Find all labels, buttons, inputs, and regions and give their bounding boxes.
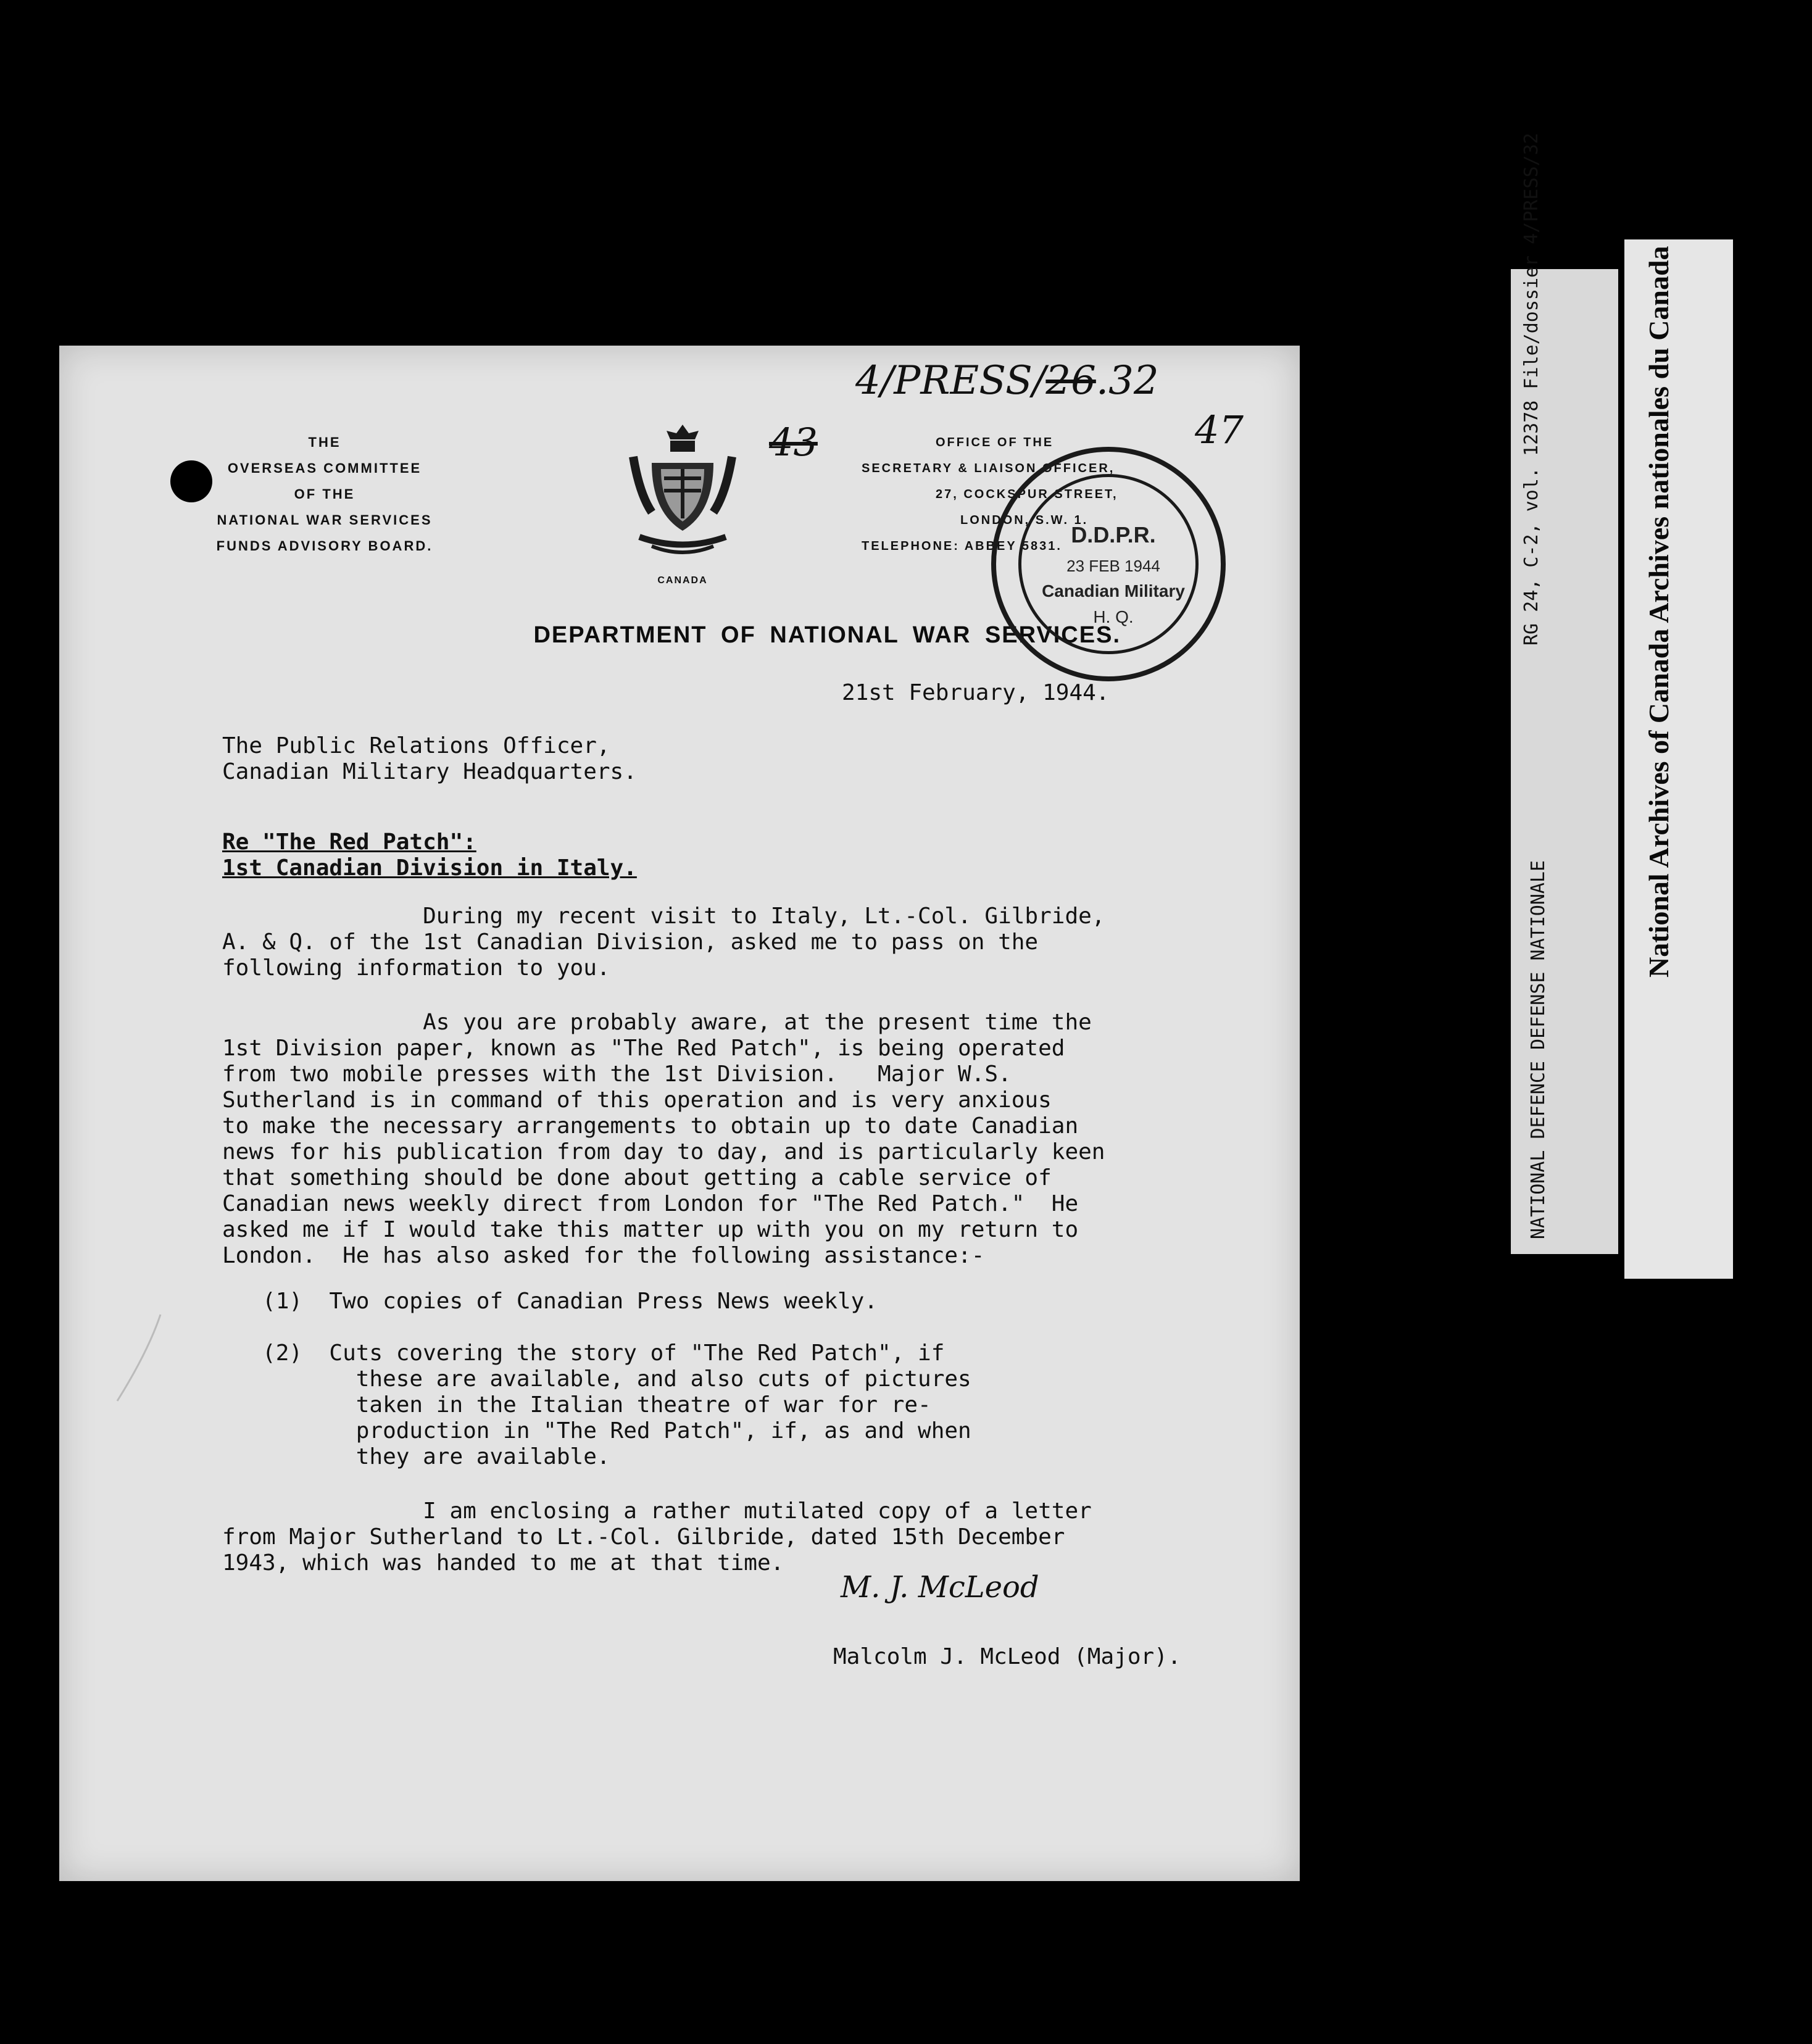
canada-coat-of-arms-icon [627,420,738,562]
stamp-line-4: H. Q. [1093,607,1134,626]
paragraph-3: I am enclosing a rather mutilated copy of a letter from Major Sutherland to Lt.-Col. Gilbride, dated 15th December 1943, which was handed to me at that time. [222,1498,1092,1576]
letterhead-right-line: OFFICE OF THE [936,436,1054,449]
handwritten-number-43: 43 [769,420,818,465]
archive-institution-strip [1624,239,1733,1279]
assistance-list: (1) Two copies of Canadian Press News weekly. (2) Cuts covering the story of "The Red Patch", if these are available, and also cuts of pictures taken in the Italian theatre of war for re- production in "The Red Patch", if, as and when they are available. [262,1289,971,1469]
letterhead-right-line: SECRETARY & LIAISON OFFICER, [862,462,1115,475]
archive-institution: National Archives of Canada Archives nationales du Canada [1643,246,1674,978]
letter-page [59,346,1300,1881]
letterhead-right-line: TELEPHONE: ABBEY 5831. [862,539,1062,553]
paragraph-2: As you are probably aware, at the present time the 1st Division paper, known as "The Red Patch", is being operated from two mobile presses with the 1st Division. Major W.S. Sutherland is in command of this operation and is very anxious to make the necessary arrangements to obtain up to date Canadian news for his publication from day to day, and is particularly keen that something should be done about getting a cable service of Canadian news weekly direct from London for "The Red Patch." He asked me if I would take this matter up with you on my return to London. He has also asked for the following assistance:- [222,1010,1105,1268]
stamp-date: 23 FEB 1944 [1066,557,1160,575]
received-date-stamp [991,447,1226,681]
file-number-struck: 26 [1045,358,1096,404]
handwritten-file-number [855,358,1159,404]
paragraph-1: During my recent visit to Italy, Lt.-Col. Gilbride, A. & Q. of the 1st Canadian Division, asked me to pass on the following information to you. [222,904,1105,981]
letterhead-right-line: 27, COCKSPUR STREET, [936,488,1118,501]
department-heading: DEPARTMENT OF NATIONAL WAR SERVICES. [533,622,1121,648]
letterhead-left-line: THE [308,434,341,450]
pencil-mark-icon [105,1308,167,1407]
stamp-office: D.D.P.R. [1071,522,1156,547]
letterhead-right-line: LONDON, S.W. 1. [960,513,1089,527]
letterhead-left-line: OF THE [294,486,355,502]
handwritten-number-47: 47 [1195,407,1244,452]
punch-hole [170,460,212,502]
letter-date: 21st February, 1944. [842,680,1110,705]
letterhead-left-line: FUNDS ADVISORY BOARD. [216,538,433,554]
department-label: NATIONAL DEFENCE DEFENSE NATIONALE [1527,860,1549,1239]
addressee: The Public Relations Officer, Canadian Military Headquarters. [222,733,637,784]
letterhead-left-line: OVERSEAS COMMITTEE [227,460,422,476]
handwritten-signature: M. J. McLeod [841,1570,1039,1605]
file-number-new: .32 [1095,358,1159,404]
letterhead-committee [214,430,436,559]
file-number-prefix: 4/PRESS/ [855,358,1046,404]
archive-reference: RG 24, C-2, vol. 12378 File/dossier 4/PRESS/32 [1521,133,1542,646]
subject-line: Re "The Red Patch": 1st Canadian Division in Italy. [222,829,637,881]
stamp-line-3: Canadian Military [1042,581,1185,600]
crest-label: CANADA [657,575,708,586]
letterhead-left-line: NATIONAL WAR SERVICES [217,512,433,528]
signoff: Malcolm J. McLeod (Major). [833,1644,1181,1669]
